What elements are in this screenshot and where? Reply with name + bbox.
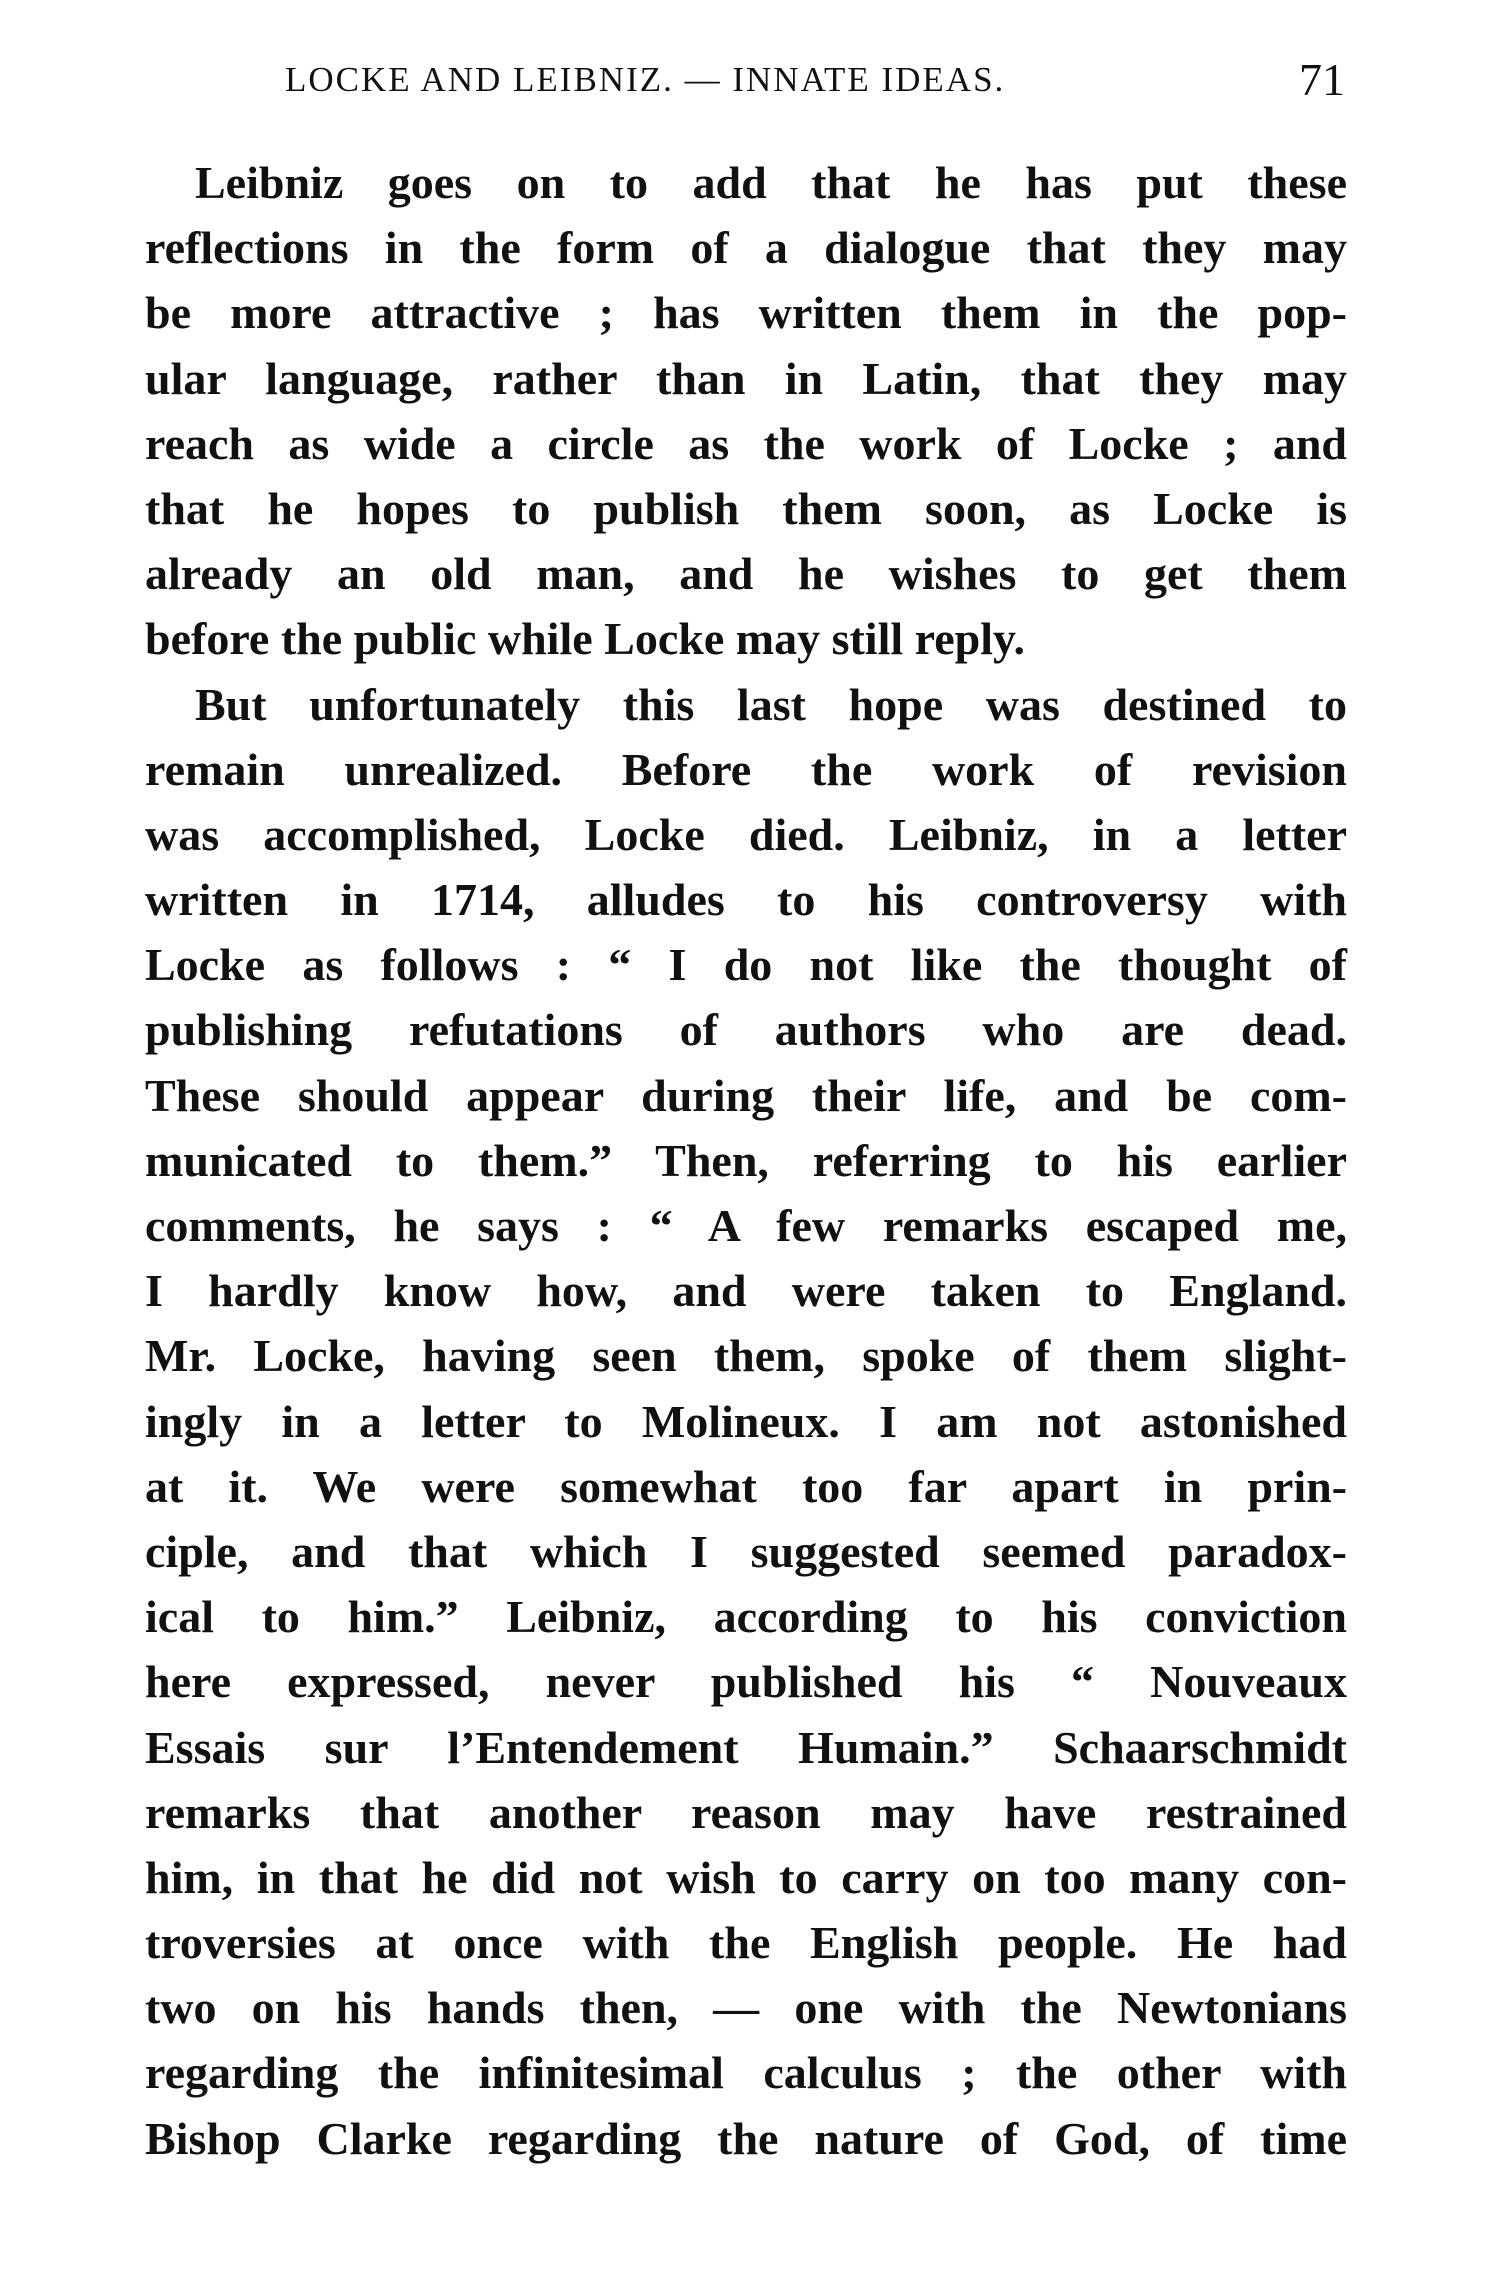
text-line: ciple, and that which I suggested seemed paradox- [145,1525,1347,1577]
text-line: here expressed, never published his “ Nouveaux [145,1656,1347,1708]
text-line: municated to them.” Then, referring to his earlier [145,1134,1347,1186]
text-line: two on his hands then, — one with the Newtonians [145,1982,1347,2034]
text-line: troversies at once with the English people. He had [145,1917,1347,1969]
text-line: comments, he says : “ A few remarks escaped me, [145,1200,1347,1251]
running-header [285,50,1345,110]
running-title: LOCKE AND LEIBNIZ. — INNATE IDEAS. [285,60,1006,99]
body-text [145,150,1347,2171]
text-line: remain unrealized. Before the work of revision [145,743,1347,795]
text-line: remarks that another reason may have restrained [145,1786,1347,1838]
text-line: ingly in a letter to Molineux. I am not astonished [145,1395,1347,1447]
text-line: Bishop Clarke regarding the nature of God, of time [145,2112,1347,2164]
text-line: at it. We were somewhat too far apart in prin- [145,1460,1347,1512]
text-line: that he hopes to publish them soon, as Locke is [145,482,1347,534]
text-line: be more attractive ; has written them in the pop- [145,287,1347,339]
text-line: These should appear during their life, and be com- [145,1069,1347,1121]
text-line: regarding the infinitesimal calculus ; the other with [145,2047,1347,2099]
text-line: Leibniz goes on to add that he has put these [195,157,1347,208]
text-line: him, in that he did not wish to carry on too many con- [145,1851,1347,1903]
text-line: I hardly know how, and were taken to England. [145,1265,1347,1317]
page-number: 71 [1299,54,1345,105]
text-line: reflections in the form of a dialogue that they may [145,222,1347,274]
text-line: Mr. Locke, having seen them, spoke of them slight- [145,1330,1347,1382]
text-line: publishing refutations of authors who are dead. [145,1004,1347,1056]
text-line: But unfortunately this last hope was destined to [195,678,1347,730]
text-line: was accomplished, Locke died. Leibniz, in a letter [145,808,1347,860]
text-line: Essais sur l’Entendement Humain.” Schaarschmidt [145,1721,1347,1773]
text-line: ular language, rather than in Latin, that they may [145,352,1347,404]
text-line: ical to him.” Leibniz, according to his conviction [145,1591,1347,1643]
text-line: before the public while Locke may still reply. [145,613,1025,665]
text-line: already an old man, and he wishes to get them [145,548,1347,600]
text-line: written in 1714, alludes to his controversy with [145,874,1347,926]
text-line: Locke as follows : “ I do not like the thought of [145,939,1347,991]
text-line: reach as wide a circle as the work of Locke ; and [145,417,1347,469]
